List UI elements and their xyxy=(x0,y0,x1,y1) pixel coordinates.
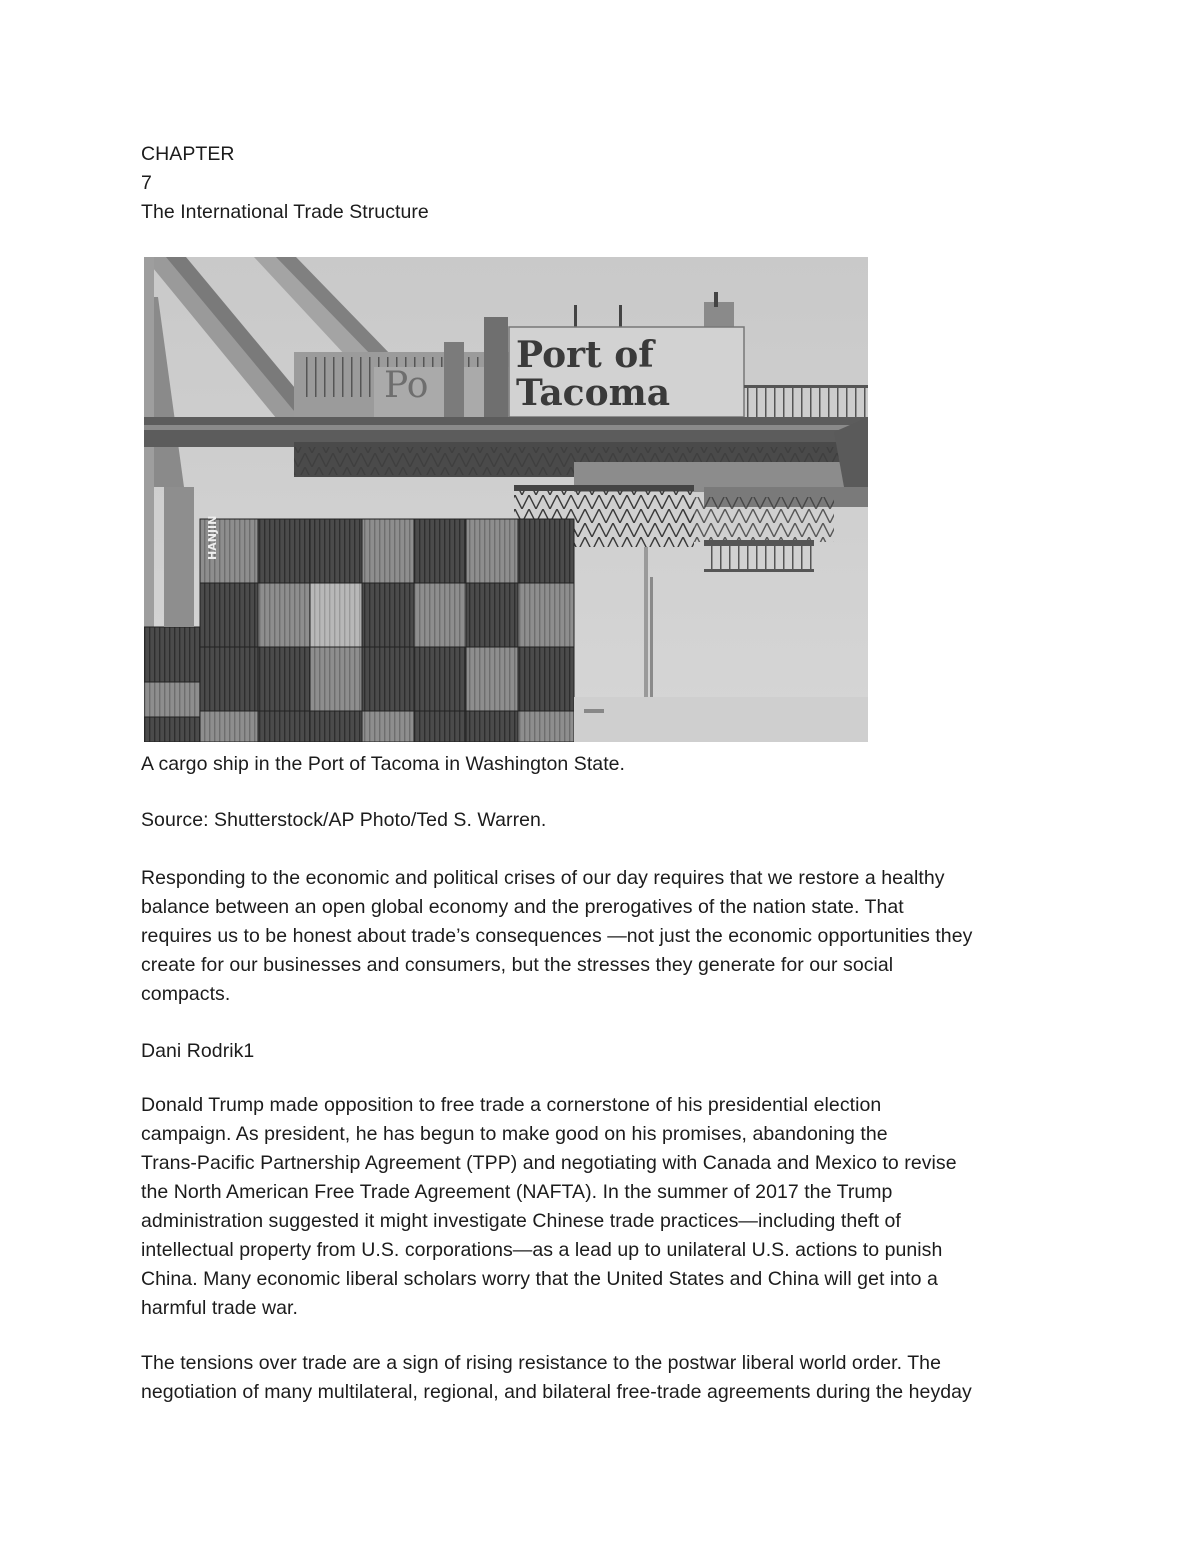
paragraph-line: Donald Trump made opposition to free trade a cornerstone of his presidential election xyxy=(141,1094,882,1116)
source-text: Source: Shutterstock/AP Photo/Ted S. Warren. xyxy=(141,809,547,831)
paragraph-line: negotiation of many multilateral, regional, and bilateral free-trade agreements during the heyday xyxy=(141,1381,972,1403)
figure-caption xyxy=(141,750,1071,779)
paragraph-line: harmful trade war. xyxy=(141,1297,298,1319)
quote-line: requires us to be honest about trade’s consequences —not just the economic opportunities they xyxy=(141,925,973,947)
paragraph-line: administration suggested it might investigate Chinese trade practices—including theft of xyxy=(141,1210,901,1232)
paragraph-line: The tensions over trade are a sign of rising resistance to the postwar liberal world order. The xyxy=(141,1352,941,1374)
author-name: Dani Rodrik1 xyxy=(141,1040,255,1062)
port-of-tacoma-photo xyxy=(144,257,868,742)
dock-haze xyxy=(574,697,868,742)
epigraph-author xyxy=(141,1037,1071,1066)
paragraph-line: intellectual property from U.S. corporations—as a lead up to unilateral U.S. actions to punish xyxy=(141,1239,943,1261)
paragraph-line: China. Many economic liberal scholars worry that the United States and China will get into a xyxy=(141,1268,938,1290)
port-of-tacoma-sign xyxy=(509,327,744,417)
body-paragraph-2 xyxy=(141,1349,1071,1407)
chapter-number: 7 xyxy=(141,172,152,194)
quote-line: balance between an open global economy and the prerogatives of the nation state. That xyxy=(141,896,904,918)
epigraph-quote xyxy=(141,864,1071,1009)
container-stack xyxy=(144,487,574,742)
chapter-label: CHAPTER xyxy=(141,143,235,165)
quote-line: create for our businesses and consumers, but the stresses they generate for our social xyxy=(141,954,894,976)
paragraph-line: Trans-Pacific Partnership Agreement (TPP) and negotiating with Canada and Mexico to revise xyxy=(141,1152,957,1174)
sign-line2: Tacoma xyxy=(516,372,671,414)
quote-line: compacts. xyxy=(141,983,231,1005)
chapter-title: The International Trade Structure xyxy=(141,201,429,223)
svg-text:Po: Po xyxy=(384,365,429,406)
paragraph-line: campaign. As president, he has begun to make good on his promises, abandoning the xyxy=(141,1123,888,1145)
container-logo: HANJIN xyxy=(206,515,219,560)
figure-source xyxy=(141,806,1071,835)
caption-text: A cargo ship in the Port of Tacoma in Washington State. xyxy=(141,753,626,775)
quote-line: Responding to the economic and political crises of our day requires that we restore a healthy xyxy=(141,867,945,889)
paragraph-line: the North American Free Trade Agreement (NAFTA). In the summer of 2017 the Trump xyxy=(141,1181,893,1203)
body-paragraph-1 xyxy=(141,1091,1071,1323)
sign-line1: Port of xyxy=(516,334,654,376)
chapter-heading xyxy=(141,140,1071,227)
